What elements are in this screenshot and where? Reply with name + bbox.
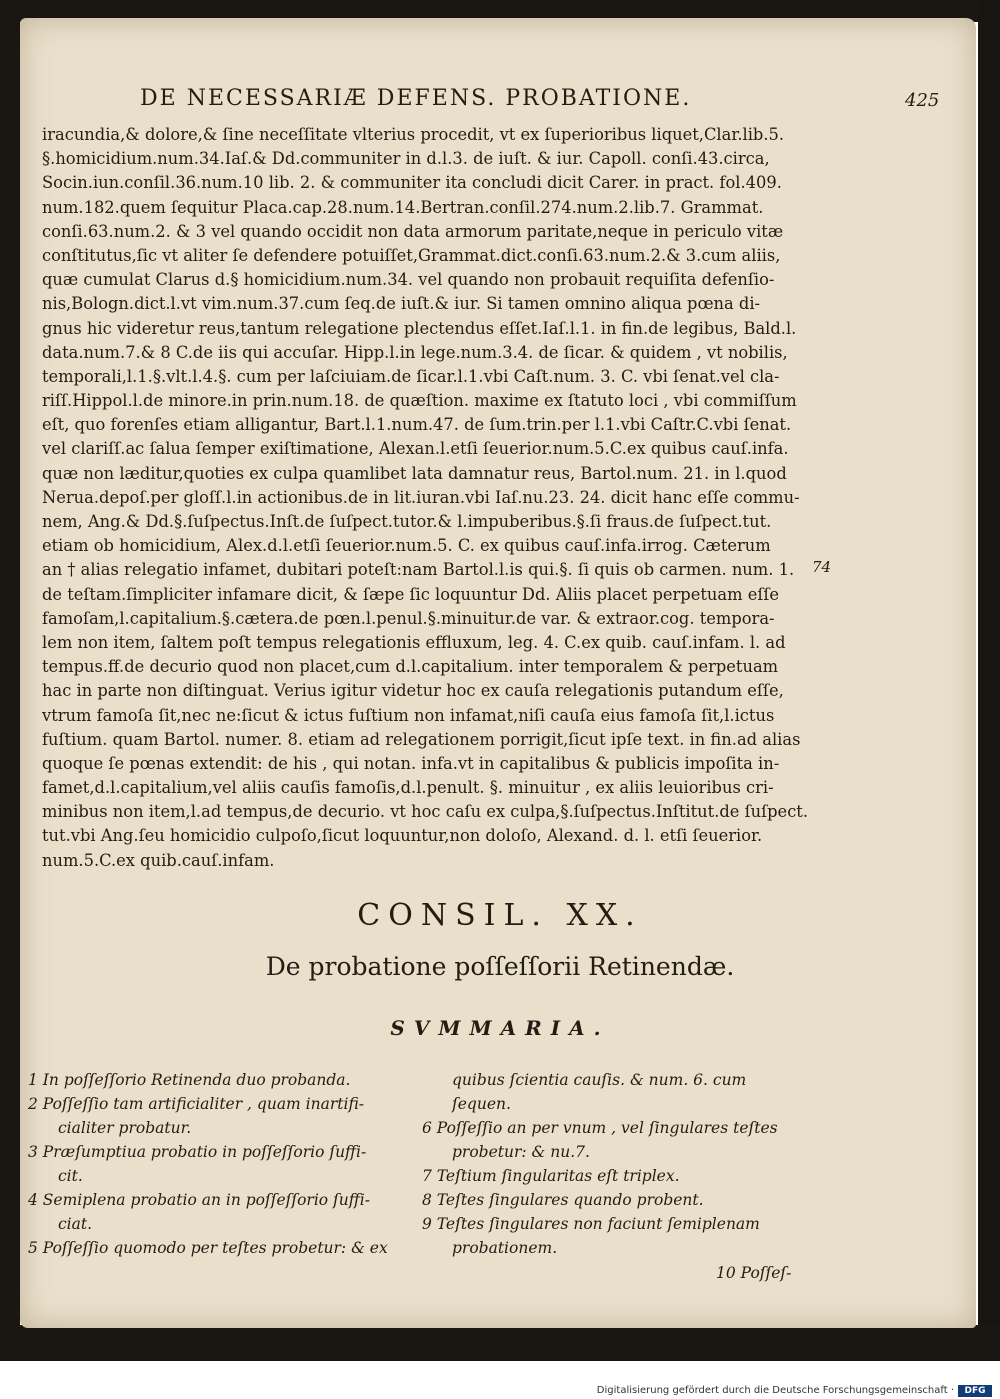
summary-item: cialiter probatur. <box>58 1119 192 1137</box>
body-paragraph <box>42 123 817 873</box>
section-subtitle: De probatione poſſeſſorii Retinendæ. <box>265 952 735 981</box>
summary-item: ciat. <box>58 1215 93 1233</box>
text-line: nis,Bologn.dict.l.vt vim.num.37.cum ſeq.de iuſt.& iur. Si tamen omnino aliqua pœna di- <box>42 294 761 314</box>
page-number: 425 <box>905 90 940 111</box>
text-line: vtrum famoſa ſit,nec ne:ſicut & ictus fuſtium non infamat,niſi cauſa eius famoſa ſit,l.ictus <box>42 705 775 725</box>
summary-list-right <box>422 1068 822 1260</box>
summary-item: 9 Teſtes ſingulares non faciunt ſemiplenam <box>422 1215 760 1233</box>
margin-note: 74 <box>812 558 832 576</box>
summary-item: probetur: & nu.7. <box>452 1143 590 1161</box>
text-line: an † alias relegatio infamet, dubitari poteſt:nam Bartol.l.is qui.§. ſi quis ob carmen. num. 1. <box>42 560 795 580</box>
text-line: Socin.iun.conſil.36.num.10 lib. 2. & communiter ita concludi dicit Carer. in pract. fol.409. <box>42 173 782 193</box>
summary-item: 2 Poſſeſſio tam artificialiter , quam inartifi- <box>28 1095 365 1113</box>
summary-item: 4 Semiplena probatio an in poſſeſſorio ſuffi- <box>28 1191 370 1209</box>
summary-item: 5 Poſſeſſio quomodo per teſtes probetur: & ex <box>28 1239 388 1257</box>
text-line: lem non item, ſaltem poſt tempus relegationis effluxum, leg. 4. C.ex quib. cauſ.infam. l. ad <box>42 632 786 652</box>
summary-item: 3 Præſumptiua probatio in poſſeſſorio ſuffi- <box>28 1143 367 1161</box>
dfg-logo: DFG <box>958 1385 992 1397</box>
text-line: iracundia,& dolore,& ſine neceſſitate vlterius procedit, vt ex ſuperioribus liquet,Clar.lib.5. <box>42 125 785 144</box>
digitization-credit: Digitalisierung gefördert durch die Deutsche Forschungsgemeinschaft · <box>596 1385 954 1396</box>
text-line: Nerua.depoſ.per gloſſ.l.in actionibus.de in lit.iuran.vbi Iaſ.nu.23. 24. dicit hanc eſſe commu- <box>42 487 800 507</box>
catchword: 10 Poſſeſ- <box>716 1264 792 1282</box>
text-line: tut.vbi Ang.ſeu homicidio culpoſo,ſicut loquuntur,non doloſo, Alexand. d. l. etſi ſeuerior. <box>42 826 763 846</box>
consil-title: CONSIL. XX. <box>357 898 643 933</box>
summary-list-left <box>28 1068 438 1260</box>
summaria-heading: SVMMARIA. <box>390 1016 610 1040</box>
text-line: tempus.ff.de decurio quod non placet,cum d.l.capitalium. inter temporalem & perpetuam <box>42 657 779 677</box>
text-line: conſi.63.num.2. & 3 vel quando occidit non data armorum paritate,neque in periculo vitæ <box>42 221 784 241</box>
text-line: fuſtium. quam Bartol. numer. 8. etiam ad relegationem porrigit,ſicut ipſe text. in fin.ad alias <box>42 729 801 749</box>
summary-item: 8 Teſtes ſingulares quando probent. <box>422 1191 704 1209</box>
text-line: §.homicidium.num.34.Iaſ.& Dd.communiter in d.l.3. de iuſt. & iur. Capoll. conſi.43.circa, <box>42 149 770 169</box>
text-line: temporali,l.1.§.vlt.l.4.§. cum per laſciuiam.de ſicar.l.1.vbi Caſt.num. 3. C. vbi ſenat.vel cla- <box>42 366 780 386</box>
summary-item: quibus ſcientia cauſis. & num. 6. cum <box>452 1071 747 1089</box>
scan-border-left <box>0 0 20 1360</box>
text-line: nem, Ang.& Dd.§.ſuſpectus.Inſt.de ſuſpect.tutor.& l.impuberibus.§.ſi fraus.de ſuſpect.tut. <box>42 512 772 531</box>
text-line: vel clariſſ.ac ſalua ſemper exiſtimatione, Alexan.l.etſi ſeuerior.num.5.C.ex quibus cauſ.infa. <box>42 439 789 459</box>
text-line: de teſtam.ſimpliciter infamare dicit, & ſæpe ſic loquuntur Dd. Aliis placet perpetuam eſſe <box>42 584 780 604</box>
text-line: hac in parte non diſtinguat. Verius igitur videtur hoc ex cauſa relegationis putandum eſſe, <box>42 681 784 701</box>
text-line: quoque ſe pœnas extendit: de his , qui notan. infa.vt in capitalibus & publicis impoſita in- <box>42 753 780 773</box>
text-line: famoſam,l.capitalium.§.cætera.de pœn.l.penul.§.minuitur.de var. & extraor.cog. tempora- <box>42 608 775 628</box>
text-line: conſtitutus,ſic vt aliter ſe defendere potuiſſet,Grammat.dict.conſi.63.num.2.& 3.cum aliis, <box>42 245 781 265</box>
summary-item: ſequen. <box>452 1095 511 1113</box>
text-line: etiam ob homicidium, Alex.d.l.etſi ſeuerior.num.5. C. ex quibus cauſ.infa.irrog. Cæterum <box>42 536 771 556</box>
text-line: eſt, quo forenſes etiam alligantur, Bart.l.1.num.47. de ſum.trin.per l.1.vbi Caſtr.C.vbi ſenat. <box>42 415 792 435</box>
summary-item: 7 Teſtium ſingularitas eſt triplex. <box>422 1167 680 1185</box>
summary-item: cit. <box>58 1167 83 1185</box>
text-line: famet,d.l.capitalium,vel aliis cauſis famoſis,d.l.penult. §. minuitur , ex aliis leuioribus cri- <box>42 778 774 798</box>
text-line: minibus non item,l.ad tempus,de decurio. vt hoc caſu ex culpa,§.ſuſpectus.Inſtitut.de ſuſpect. <box>42 802 809 822</box>
text-line: quæ cumulat Clarus d.§ homicidium.num.34. vel quando non probauit requiſita defenſio- <box>42 270 775 290</box>
text-line: gnus hic videretur reus,tantum relegatione plectendus eſſet.Iaſ.l.1. in fin.de legibus, Bald.l. <box>42 318 797 338</box>
scan-border-right <box>978 0 1000 1360</box>
text-line: riſſ.Hippol.l.de minore.in prin.num.18. de quæſtion. maxime ex ſtatuto loci , vbi commiſſum <box>42 391 797 411</box>
summary-item: probationem. <box>452 1239 558 1257</box>
text-line: data.num.7.& 8 C.de iis qui accuſar. Hipp.l.in lege.num.3.4. de ſicar. & quidem , vt nobilis, <box>42 342 788 362</box>
scan-border-bottom <box>0 1325 1000 1361</box>
text-line: num.182.quem ſequitur Placa.cap.28.num.14.Bertran.conſil.274.num.2.lib.7. Grammat. <box>42 197 764 217</box>
text-line: quæ non læditur,quoties ex culpa quamlibet lata damnatur reus, Bartol.num. 21. in l.quod <box>42 463 787 483</box>
running-head: DE NECESSARIÆ DEFENS. PROBATIONE. <box>140 86 692 111</box>
text-line: num.5.C.ex quib.cauſ.infam. <box>42 850 275 870</box>
summary-item: 1 In poſſeſſorio Retinenda duo probanda. <box>28 1071 351 1089</box>
summary-item: 6 Poſſeſſio an per vnum , vel ſingulares teſtes <box>422 1119 778 1137</box>
